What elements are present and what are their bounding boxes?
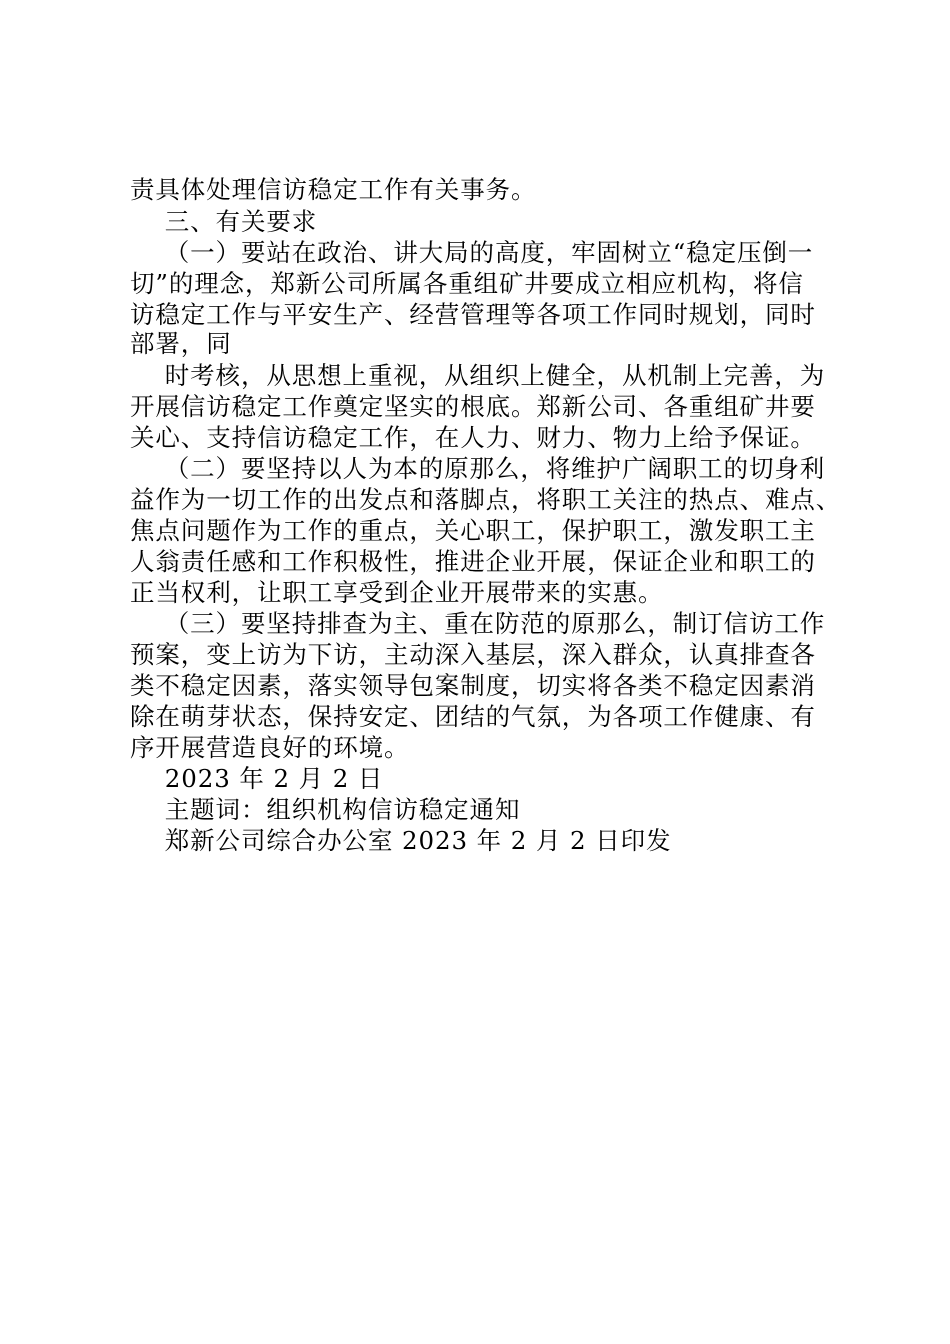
body-line: 预案，变上访为下访，主动深入基层，深入群众，认真排查各 xyxy=(130,640,816,669)
date-line: 2023 年 2 月 2 日 xyxy=(130,764,384,793)
body-line: 时考核，从思想上重视，从组织上健全，从机制上完善，为 xyxy=(130,361,826,390)
body-line: （二）要坚持以人为本的原那么，将维护广阔职工的切身利 xyxy=(130,454,826,483)
body-line: 焦点问题作为工作的重点，关心职工，保护职工，激发职工主 xyxy=(130,516,816,545)
body-line: 序开展营造良好的环境。 xyxy=(130,733,410,762)
body-line: 除在萌芽状态，保持安定、团结的气氛，为各项工作健康、有 xyxy=(130,702,816,731)
body-line: 益作为一切工作的出发点和落脚点，将职工关注的热点、难点、 xyxy=(130,485,842,514)
body-line: 责具体处理信访稳定工作有关事务。 xyxy=(130,175,537,204)
body-line: 关心、支持信访稳定工作，在人力、财力、物力上给予保证。 xyxy=(130,423,816,452)
subject-line: 主题词：组织机构信访稳定通知 xyxy=(130,795,521,824)
body-line: 访稳定工作与平安生产、经营管理等各项工作同时规划，同时 xyxy=(130,300,816,329)
body-line: 部署，同 xyxy=(130,329,232,358)
body-line: 类不稳定因素，落实领导包案制度，切实将各类不稳定因素消 xyxy=(130,671,816,700)
body-line: 人翁责任感和工作积极性，推进企业开展，保证企业和职工的 xyxy=(130,547,816,576)
body-line: （一）要站在政治、讲大局的高度，牢固树立“稳定压倒一 xyxy=(130,238,814,267)
body-line: 正当权利，让职工享受到企业开展带来的实惠。 xyxy=(130,578,664,607)
body-line: 开展信访稳定工作奠定坚实的根底。郑新公司、各重组矿井要 xyxy=(130,392,816,421)
issuer-line: 郑新公司综合办公室 2023 年 2 月 2 日印发 xyxy=(130,826,672,855)
body-line: 切”的理念，郑新公司所属各重组矿井要成立相应机构，将信 xyxy=(130,269,804,298)
body-line: （三）要坚持排查为主、重在防范的原那么，制订信访工作 xyxy=(130,609,826,638)
section-heading: 三、有关要求 xyxy=(130,207,318,236)
